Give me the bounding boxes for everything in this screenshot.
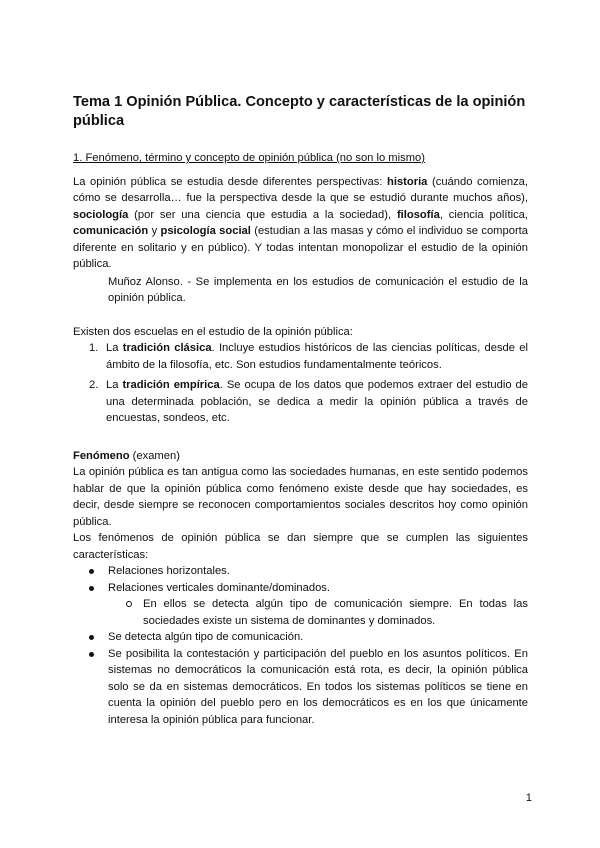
term-comunicacion: comunicación: [73, 225, 149, 237]
list-item-text: Se posibilita la contestación y participación del pueblo en los asuntos políticos. En sistemas no democráticos la comunicación está rota, es decir, la opinión pública solo se da en sistemas democráticos. En todos los sistemas políticos se tiene en cuenta la opinión del pueblo pero en los democráticos es en los que únicamente interesa la opinión pública para funcionar.: [108, 647, 528, 726]
list-item-text: Se detecta algún tipo de comunicación.: [108, 631, 304, 643]
fenomeno-note: (examen): [129, 449, 180, 462]
intro-text-4: , ciencia política,: [439, 208, 528, 221]
term-psicologia-social: psicología social: [160, 225, 251, 237]
list-item-prefix: La: [106, 342, 123, 354]
characteristics-list: [73, 563, 528, 728]
intro-text-2: (cuándo comienza, cómo se desarrolla… fue la perspectiva desde la que se estudió durante muchos años),: [73, 175, 528, 204]
schools-intro: Existen dos escuelas en el estudio de la opinión pública:: [73, 325, 353, 338]
list-item: [73, 563, 528, 580]
schools-list: [73, 340, 528, 427]
page-number: 1: [525, 792, 532, 804]
list-number: 1.: [89, 342, 99, 354]
document-body: [73, 150, 528, 728]
term-filosofia: filosofía: [396, 208, 440, 221]
quote-paragraph: Muñoz Alonso. - Se implementa en los estudios de comunicación el estudio de la opinión pública.: [108, 275, 528, 304]
list-item-prefix: La: [106, 379, 123, 391]
term-sociologia: sociología: [73, 208, 129, 221]
intro-text-5: y: [148, 225, 161, 237]
fenomeno-heading: [73, 448, 528, 465]
fenomeno-label: Fenómeno: [73, 449, 130, 462]
list-item: [73, 340, 528, 373]
term-tradicion-empirica: tradición empírica: [122, 379, 220, 391]
intro-paragraph: [73, 174, 528, 273]
fenomeno-paragraph: La opinión pública es tan antigua como las sociedades humanas, en este sentido podemos hablar de que la opinión pública como fenómeno existe desde que hay sociedades, es decir, desde siempre se reconocen comportamientos sociales descritos hoy como opinión pública.: [73, 466, 528, 528]
list-item: [73, 580, 528, 630]
list-item: [73, 646, 528, 729]
list-item: [73, 377, 528, 427]
characteristics-intro: Los fenómenos de opinión pública se dan siempre que se cumplen las siguientes características:: [73, 532, 528, 561]
list-item-text: . Incluye estudios históricos de las ciencias políticas, desde el ámbito de la filosofía, etc. Son estudios fundamentalmente teóricos.: [106, 342, 528, 371]
list-item-text: Relaciones verticales dominante/dominados.: [108, 581, 331, 594]
intro-text-3: (por ser una ciencia que estudia a la sociedad),: [128, 208, 397, 221]
intro-text-6: (estudian a las masas y cómo el individuo se comporta diferente en solitario y en público). Y todas intentan monopolizar el estudio de la opinión pública.: [73, 225, 528, 270]
term-tradicion-clasica: tradición clásica: [122, 342, 212, 354]
list-item-text: Relaciones horizontales.: [108, 565, 230, 577]
list-number: 2.: [89, 379, 99, 391]
term-historia: historia: [387, 175, 428, 188]
document-title: Tema 1 Opinión Pública. Concepto y características de la opinión pública: [73, 94, 526, 129]
sub-list-item: En ellos se detecta algún tipo de comunicación siempre. En todas las sociedades existe un sistema de dominantes y dominados.: [108, 596, 528, 629]
intro-text-1: La opinión pública se estudia desde diferentes perspectivas:: [73, 175, 387, 188]
list-item-text: . Se ocupa de los datos que podemos extraer del estudio de una determinada población, se dedica a medir la opinión pública a través de encuestas, sondeos, etc.: [106, 379, 528, 424]
sub-list: [108, 596, 528, 629]
list-item: [73, 629, 528, 646]
section-heading: 1. Fenómeno, término y concepto de opinión pública (no son lo mismo): [73, 152, 425, 164]
